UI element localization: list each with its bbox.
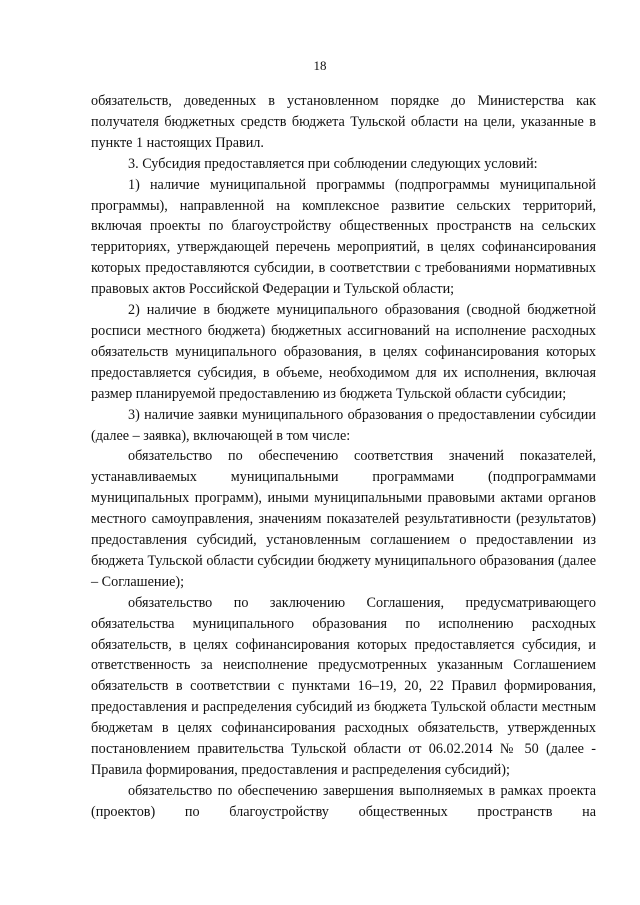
paragraph-obligation-completion: обязательство по обеспечению завершения выполняемых в рамках проекта (проектов) по благоустройству общественных пространств на [91, 782, 596, 820]
paragraph-condition-1: 1) наличие муниципальной программы (подпрограммы муниципальной программы), направленной на комплексное развитие сельских территорий, включая проекты по благоустройству общественных пространств на сельских территориях, утверждающей перечень мероприятий, в целях софинансирования которых предоставляются субсидии, в соответствии с требованиями нормативных правовых актов Российской Федерации и Тульской области; [91, 176, 596, 298]
paragraph-condition-3: 3) наличие заявки муниципального образования о предоставлении субсидии (далее – заявка), включающей в том числе: [91, 406, 596, 444]
paragraph-obligation-indicators: обязательство по обеспечению соответствия значений показателей, устанавливаемых муниципальными программами (подпрограммами муниципальных программ), иными муниципальными правовыми актами органов местного самоуправления, значениям показателей результативности (результатов) предоставления субсидий, установленным соглашением о предоставлении из бюджета Тульской области субсидии бюджету муниципального образования (далее – Соглашение); [91, 448, 596, 590]
paragraph-obligation-agreement: обязательство по заключению Соглашения, предусматривающего обязательства муниципального образования по исполнению расходных обязательств, в целях софинансирования которых предоставляется субсидия, и ответственность за неисполнение предусмотренных указанным Соглашением обязательств в соответствии с пунктами 16–19, 20, 22 Правил формирования, предоставления и распределения субсидий из бюджета Тульской области местным бюджетам в целях софинансирования расходных обязательств, утвержденных постановлением правительства Тульской области от 06.02.2014 № 50 (далее - Правила формирования, предоставления и распределения субсидий); [91, 594, 596, 778]
paragraph-obligations-intro: обязательств, доведенных в установленном порядке до Министерства как получателя бюджетных средств бюджета Тульской области на цели, указанные в пункте 1 настоящих Правил. [91, 93, 596, 151]
document-body [91, 91, 596, 823]
page-number: 18 [313, 58, 327, 73]
paragraph-clause-3: 3. Субсидия предоставляется при соблюдении следующих условий: [128, 155, 538, 172]
paragraph-condition-2: 2) наличие в бюджете муниципального образования (сводной бюджетной росписи местного бюджета) бюджетных ассигнований на исполнение расходных обязательств муниципального образования, в целях софинансирования которых предоставляется субсидия, в объеме, необходимом для их исполнения, включая размер планируемой предоставлению из бюджета Тульской области субсидии; [91, 302, 596, 402]
